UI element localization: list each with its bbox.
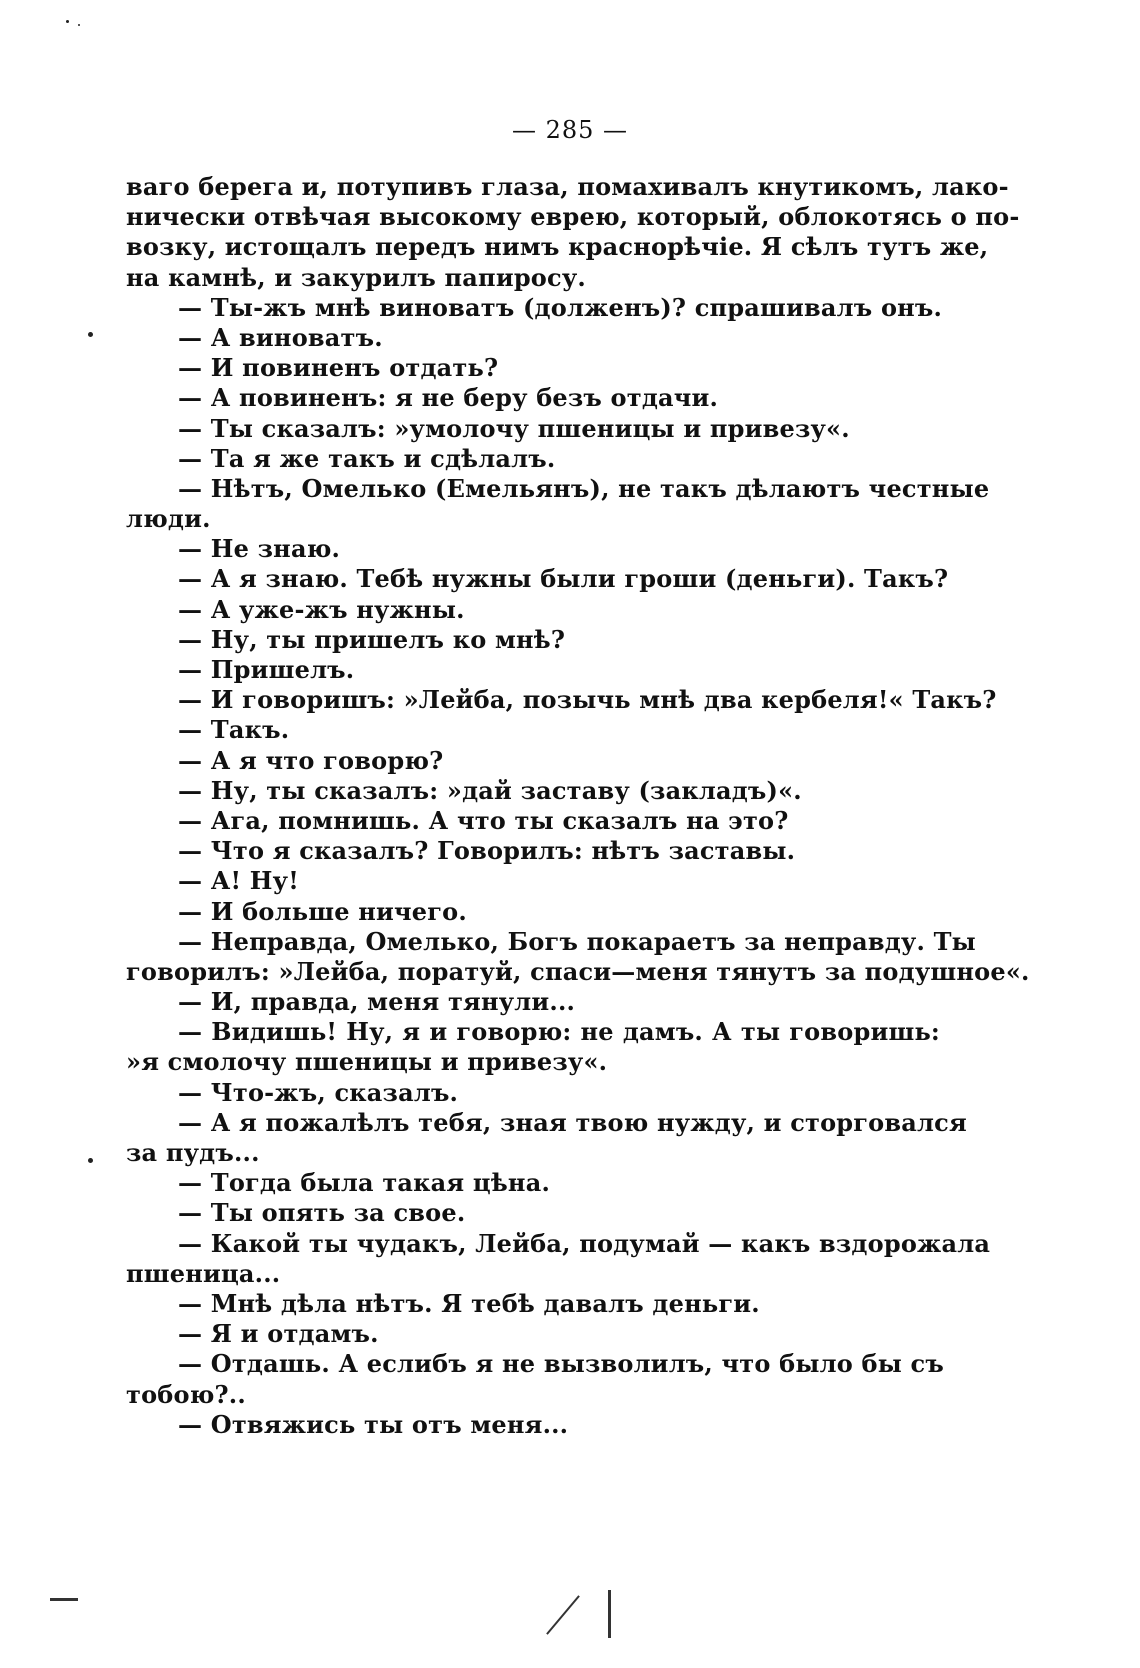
text-line: — Ну, ты пришелъ ко мнѣ? <box>178 624 566 654</box>
text-line: — Что я сказалъ? Говорилъ: нѣтъ заставы. <box>178 836 796 866</box>
scan-scratch <box>546 1595 580 1635</box>
page-number: — 285 — <box>511 116 629 144</box>
text-line: — Тогда была такая цѣна. <box>178 1168 550 1198</box>
scan-speck <box>78 24 80 26</box>
scan-speck <box>66 20 69 23</box>
text-line: — И больше ничего. <box>178 896 467 926</box>
text-line: ваго берега и, потупивъ глаза, помахивалъ кнутикомъ, лако- <box>126 172 1009 201</box>
scan-speck <box>88 1158 93 1163</box>
body-text <box>126 172 1030 1440</box>
text-line: говорилъ: »Лейба, поратуй, спаси—меня тянутъ за подушное«. <box>126 956 1030 986</box>
text-line: — Ты опять за свое. <box>178 1198 466 1228</box>
text-line: — А повиненъ: я не беру безъ отдачи. <box>178 383 719 413</box>
text-line: — Ты-жъ мнѣ виноватъ (долженъ)? спрашивалъ онъ. <box>178 292 943 322</box>
text-line: — Отдашь. А еслибъ я не вызволилъ, что было бы съ <box>178 1349 944 1379</box>
text-line: — А виноватъ. <box>178 322 383 352</box>
scan-speck <box>88 332 93 337</box>
text-line: — А я знаю. Тебѣ нужны были гроши (деньги). Такъ? <box>178 564 949 594</box>
text-line: — А уже-жъ нужны. <box>178 594 465 624</box>
text-line: — Та я же такъ и сдѣлалъ. <box>178 443 556 473</box>
text-line: — Такъ. <box>178 715 290 745</box>
scan-scratch <box>608 1590 611 1638</box>
text-line: — Я и отдамъ. <box>178 1319 379 1349</box>
text-line: люди. <box>126 504 211 534</box>
text-line: на камнѣ, и закурилъ папиросу. <box>126 262 586 292</box>
text-line: — Отвяжись ты отъ меня... <box>178 1409 569 1439</box>
text-line: нически отвѣчая высокому еврею, который, облокотясь о по- <box>126 202 1020 232</box>
text-line: за пудъ... <box>126 1138 260 1167</box>
text-line: — А я что говорю? <box>178 745 444 775</box>
text-line: возку, истощалъ передъ нимъ краснорѣчіе. Я сѣлъ тутъ же, <box>126 232 989 262</box>
text-line: — И говоришъ: »Лейба, позычь мнѣ два кербеля!« Такъ? <box>178 685 997 715</box>
text-line: — Ага, помнишь. А что ты сказалъ на это? <box>178 805 789 835</box>
text-line: тобою?.. <box>126 1379 246 1409</box>
text-line: — И повиненъ отдать? <box>178 353 499 383</box>
text-line: »я смолочу пшеницы и привезу«. <box>126 1047 608 1077</box>
text-line: — Неправда, Омелько, Богъ покараетъ за неправду. Ты <box>178 926 976 956</box>
text-line: — Видишь! Ну, я и говорю: не дамъ. А ты говоришь: <box>178 1017 940 1047</box>
text-line: — И, правда, меня тянули... <box>178 987 576 1017</box>
text-line: — А! Ну! <box>178 866 299 896</box>
text-line: — Ну, ты сказалъ: »дай заставу (закладъ)«. <box>178 775 802 805</box>
text-line: — Не знаю. <box>178 534 341 564</box>
text-line: — Нѣтъ, Омелько (Емельянъ), не такъ дѣлаютъ честные <box>178 473 990 503</box>
text-line: — Пришелъ. <box>178 655 355 684</box>
text-line: — Что-жъ, сказалъ. <box>178 1077 459 1107</box>
text-line: — А я пожалѣлъ тебя, зная твою нужду, и сторговался <box>178 1107 967 1137</box>
text-line: — Какой ты чудакъ, Лейба, подумай — какъ вздорожала <box>178 1228 991 1258</box>
scan-scratch <box>50 1598 78 1601</box>
text-line: — Мнѣ дѣла нѣтъ. Я тебѣ давалъ деньги. <box>178 1288 760 1318</box>
text-line: — Ты сказалъ: »умолочу пшеницы и привезу«. <box>178 413 850 443</box>
text-line: пшеница... <box>126 1258 281 1288</box>
